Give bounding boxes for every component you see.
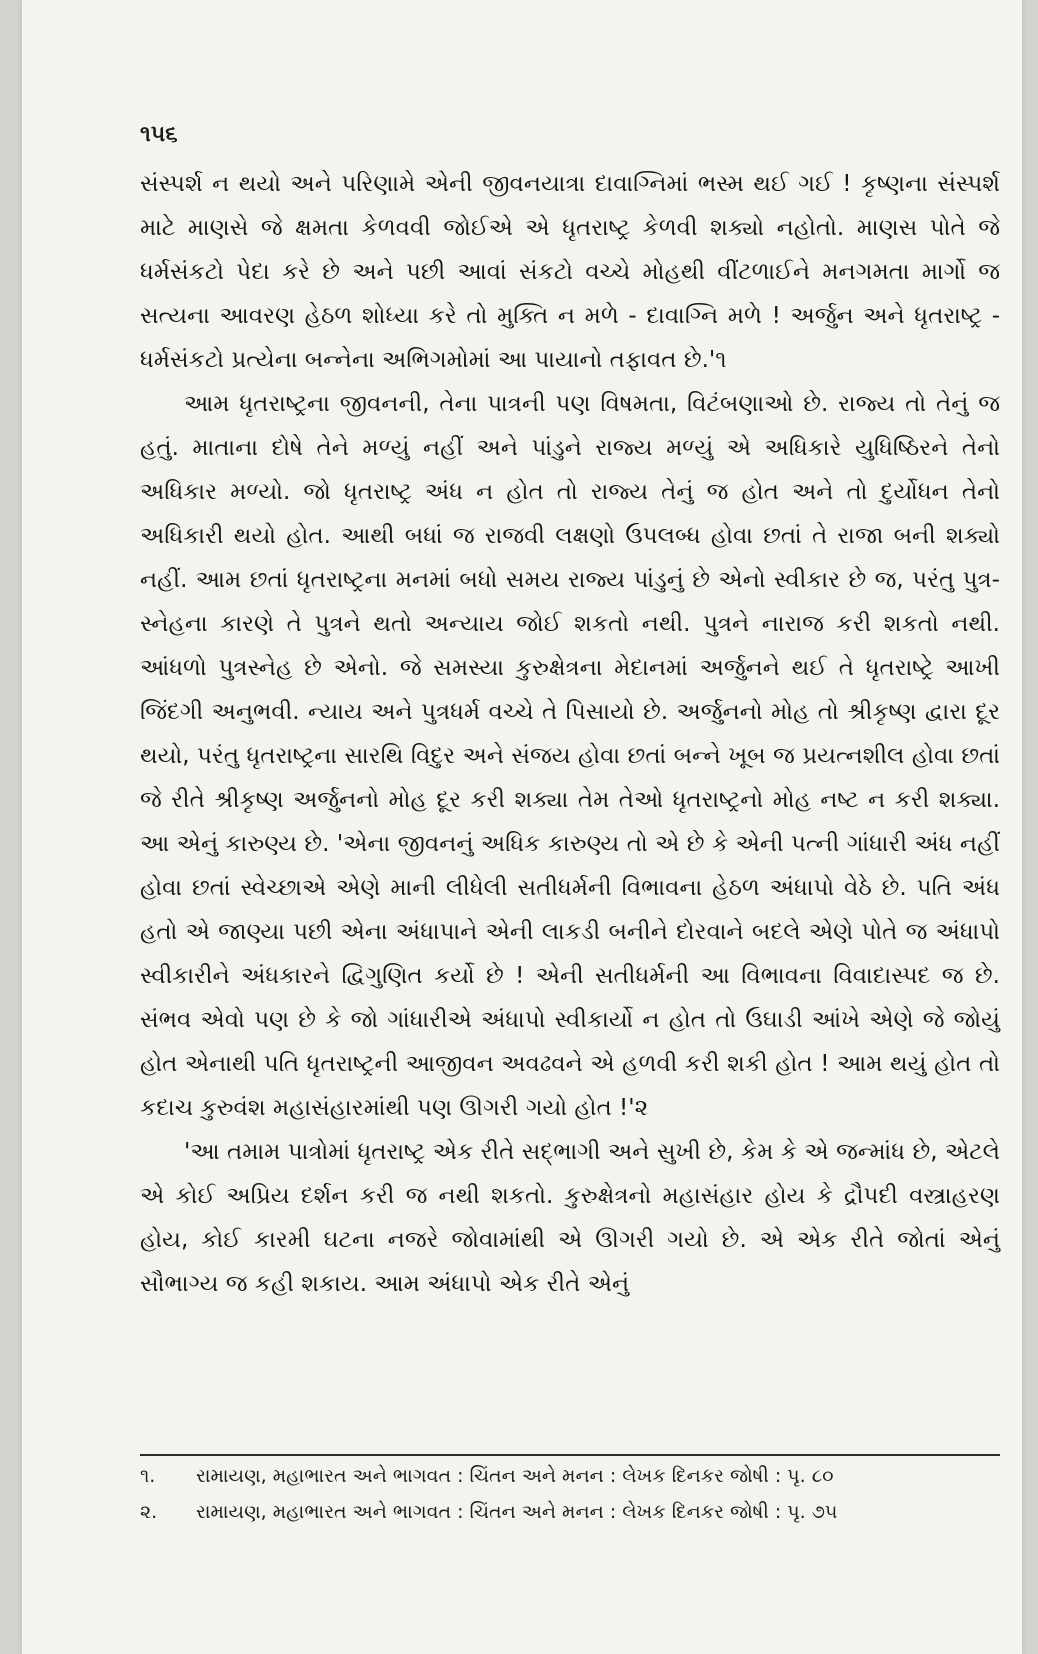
paragraph-3: 'આ તમામ પાત્રોમાં ધૃતરાષ્ટ્ર એક રીતે સદ્ભાગી અને સુખી છે, કેમ કે એ જન્માંધ છે, એટલે એ કોઈ અપ્રિય દર્શન કરી જ નથી શકતો. કુરુક્ષેત્રનો મહાસંહાર હોય કે દ્રૌપદી વસ્ત્રાહરણ હોય, કોઈ કારમી ઘટના નજરે જોવામાંથી એ ઊગરી ગયો છે. એ એક રીતે જોતાં એનું સૌભાગ્ય જ કહી શકાય. આમ અંધાપો એક રીતે એનું — [140, 1139, 1000, 1297]
footnote-number: ૧. — [140, 1465, 156, 1487]
page-number: ૧૫૬ — [140, 122, 178, 147]
footnote-text: રામાયણ, મહાભારત અને ભાગવત : ચિંતન અને મનન : લેખક દિનકર જોષી : પૃ. ૭૫ — [196, 1501, 838, 1523]
paragraph-1: સંસ્પર્શ ન થયો અને પરિણામે એની જીવનયાત્રા દાવાગ્નિમાં ભસ્મ થઈ ગઈ ! કૃષ્ણના સંસ્પર્શ માટે માણસે જે ક્ષમતા કેળવવી જોઈએ એ ધૃતરાષ્ટ્ર કેળવી શક્યો નહોતો. માણસ પોતે જે ધર્મસંકટો પેદા કરે છે અને પછી આવાં સંકટો વચ્ચે મોહથી વીંટળાઈને મનગમતા માર્ગો જ સત્યના આવરણ હેઠળ શોધ્યા કરે તો મુક્તિ ન મળે - દાવાગ્નિ મળે ! અર્જુન અને ધૃતરાષ્ટ્ર - ધર્મસંકટો પ્રત્યેના બન્નેના અભિગમોમાં આ પાયાનો તફાવત છે.'૧ — [140, 171, 1000, 373]
book-page — [22, 0, 1022, 1654]
paragraph-2: આમ ધૃતરાષ્ટ્રના જીવનની, તેના પાત્રની પણ વિષમતા, વિટંબણાઓ છે. રાજ્ય તો તેનું જ હતું. માતાના દોષે તેને મળ્યું નહીં અને પાંડુને રાજ્ય મળ્યું એ અધિકારે યુધિષ્ઠિરને તેનો અધિકાર મળ્યો. જો ધૃતરાષ્ટ્ર અંધ ન હોત તો રાજ્ય તેનું જ હોત અને તો દુર્યોધન તેનો અધિકારી થયો હોત. આથી બધાં જ રાજવી લક્ષણો ઉપલબ્ધ હોવા છતાં તે રાજા બની શક્યો નહીં. આમ છતાં ધૃતરાષ્ટ્રના મનમાં બધો સમય રાજ્ય પાંડુનું છે એનો સ્વીકાર છે જ, પરંતુ પુત્ર-સ્નેહના કારણે તે પુત્રને થતો અન્યાય જોઈ શકતો નથી. પુત્રને નારાજ કરી શકતો નથી. આંધળો પુત્રસ્નેહ છે એનો. જે સમસ્યા કુરુક્ષેત્રના મેદાનમાં અર્જુનને થઈ તે ધૃતરાષ્ટ્રે આખી જિંદગી અનુભવી. ન્યાય અને પુત્રધર્મ વચ્ચે તે પિસાયો છે. અર્જુનનો મોહ તો શ્રીકૃષ્ણ દ્વારા દૂર થયો, પરંતુ ધૃતરાષ્ટ્રના સારથિ વિદુર અને સંજય હોવા છતાં બન્ને ખૂબ જ પ્રયત્નશીલ હોવા છતાં જે રીતે શ્રીકૃષ્ણ અર્જુનનો મોહ દૂર કરી શક્યા તેમ તેઓ ધૃતરાષ્ટ્રનો મોહ નષ્ટ ન કરી શક્યા. આ એનું કારુણ્ય છે. 'એના જીવનનું અધિક કારુણ્ય તો એ છે કે એની પત્ની ગાંધારી અંધ નહીં હોવા છતાં સ્વેચ્છાએ એણે માની લીધેલી સતીધર્મની વિભાવના હેઠળ અંધાપો વેઠે છે. પતિ અંધ હતો એ જાણ્યા પછી એના અંધાપાને એની લાકડી બનીને દોરવાને બદલે એણે પોતે જ અંધાપો સ્વીકારીને અંધકારને દ્વિગુણિત કર્યો છે ! એની સતીધર્મની આ વિભાવના વિવાદાસ્પદ જ છે. સંભવ એવો પણ છે કે જો ગાંધારીએ અંધાપો સ્વીકાર્યો ન હોત તો ઉઘાડી આંખે એણે જે જોયું હોત એનાથી પતિ ધૃતરાષ્ટ્રની આજીવન અવઢવને એ હળવી કરી શકી હોત ! આમ થયું હોત તો કદાચ કુરુવંશ મહાસંહારમાંથી પણ ઊગરી ગયો હોત !'૨ — [140, 391, 1000, 1121]
footnote-1 — [140, 1458, 1000, 1494]
footnote-2 — [140, 1494, 1000, 1530]
footnote-text: રામાયણ, મહાભારત અને ભાગવત : ચિંતન અને મનન : લેખક દિનકર જોષી : પૃ. ૮૦ — [196, 1465, 834, 1487]
body-text — [140, 162, 1000, 1306]
footnote-number: ૨. — [140, 1501, 158, 1523]
footnote-divider — [140, 1454, 1000, 1456]
footnotes — [140, 1458, 1000, 1530]
